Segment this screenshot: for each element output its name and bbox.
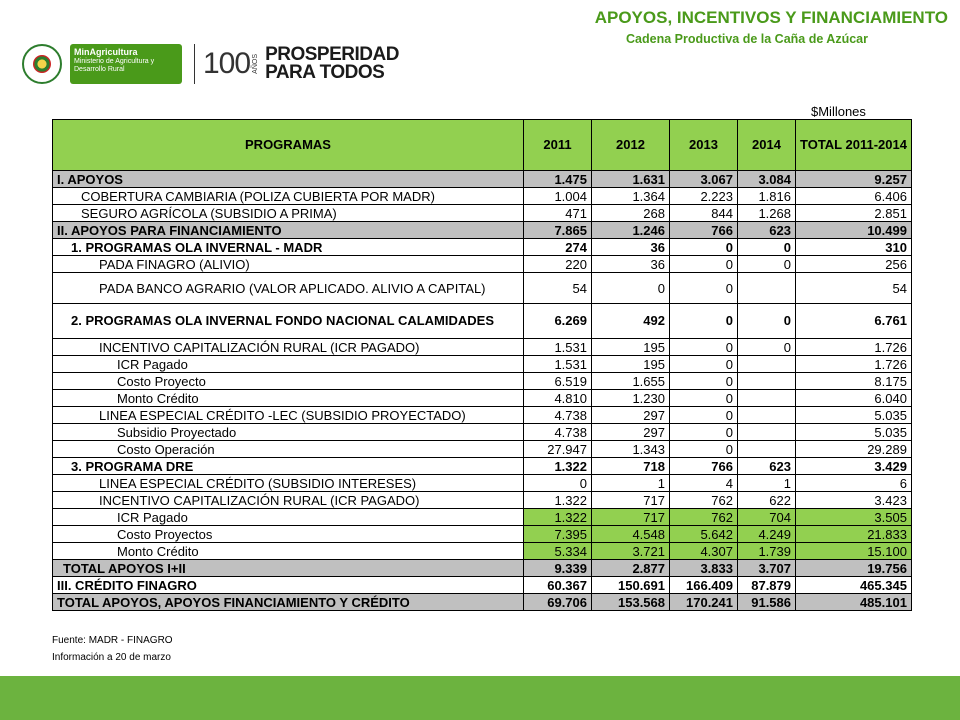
- row-label: PADA FINAGRO (ALIVIO): [53, 256, 524, 273]
- row-value: 29.289: [796, 441, 912, 458]
- row-value: 0: [670, 304, 738, 339]
- row-value: 6: [796, 475, 912, 492]
- row-value: 471: [524, 205, 592, 222]
- ministry-logo-sub: Ministerio de Agricultura y Desarrollo Rural: [74, 58, 155, 73]
- minagricultura-logo: [70, 44, 182, 84]
- row-value: [738, 441, 796, 458]
- table-row: [53, 188, 912, 205]
- table-row: [53, 373, 912, 390]
- page-title: APOYOS, INCENTIVOS Y FINANCIAMIENTO: [594, 8, 948, 27]
- row-value: 0: [738, 304, 796, 339]
- table-row: [53, 339, 912, 356]
- row-value: 2.851: [796, 205, 912, 222]
- row-value: 0: [670, 273, 738, 304]
- row-label: 2. PROGRAMAS OLA INVERNAL FONDO NACIONAL CALAMIDADES: [53, 304, 524, 339]
- row-value: 0: [524, 475, 592, 492]
- row-value: 1.322: [524, 458, 592, 475]
- row-label: 3. PROGRAMA DRE: [53, 458, 524, 475]
- row-value: 0: [670, 373, 738, 390]
- table-row: [53, 526, 912, 543]
- table-row: [53, 441, 912, 458]
- row-label: Subsidio Proyectado: [53, 424, 524, 441]
- column-header: TOTAL 2011-2014: [796, 120, 912, 171]
- unit-label: $Millones: [811, 104, 866, 119]
- row-value: 623: [738, 222, 796, 239]
- source-line: Fuente: MADR - FINAGRO: [52, 635, 173, 646]
- row-value: 9.257: [796, 171, 912, 188]
- row-value: 3.505: [796, 509, 912, 526]
- row-value: 3.429: [796, 458, 912, 475]
- table-row: [53, 171, 912, 188]
- row-value: 2.223: [670, 188, 738, 205]
- row-value: 256: [796, 256, 912, 273]
- row-label: PADA BANCO AGRARIO (VALOR APLICADO. ALIVIO A CAPITAL): [53, 273, 524, 304]
- row-value: 8.175: [796, 373, 912, 390]
- table-row: [53, 256, 912, 273]
- row-value: 4.548: [592, 526, 670, 543]
- source-line: Información a 20 de marzo: [52, 652, 171, 663]
- row-value: 15.100: [796, 543, 912, 560]
- ministry-logo-name: MinAgricultura: [74, 47, 138, 57]
- row-label: III. CRÉDITO FINAGRO: [53, 577, 524, 594]
- table-row: [53, 273, 912, 304]
- row-value: 0: [670, 339, 738, 356]
- row-label: 1. PROGRAMAS OLA INVERNAL - MADR: [53, 239, 524, 256]
- row-value: 195: [592, 356, 670, 373]
- row-value: 0: [670, 407, 738, 424]
- row-value: 5.642: [670, 526, 738, 543]
- column-header: 2014: [738, 120, 796, 171]
- colombia-seal-icon: [22, 44, 62, 84]
- row-value: [738, 373, 796, 390]
- row-value: 1.531: [524, 356, 592, 373]
- row-label: ICR Pagado: [53, 356, 524, 373]
- row-value: 622: [738, 492, 796, 509]
- table-row: [53, 424, 912, 441]
- row-value: 19.756: [796, 560, 912, 577]
- row-value: 7.865: [524, 222, 592, 239]
- row-value: 1.655: [592, 373, 670, 390]
- row-value: 1.004: [524, 188, 592, 205]
- row-value: 1.246: [592, 222, 670, 239]
- column-header: 2013: [670, 120, 738, 171]
- row-label: TOTAL APOYOS I+II: [53, 560, 524, 577]
- row-value: 1.631: [592, 171, 670, 188]
- row-value: 1.322: [524, 509, 592, 526]
- row-value: 3.084: [738, 171, 796, 188]
- prosperidad-text: PROSPERIDAD: [265, 44, 399, 65]
- row-label: Costo Proyectos: [53, 526, 524, 543]
- row-value: 1.230: [592, 390, 670, 407]
- row-value: 1.322: [524, 492, 592, 509]
- column-header: PROGRAMAS: [53, 120, 524, 171]
- row-value: 717: [592, 492, 670, 509]
- row-value: 1.726: [796, 356, 912, 373]
- row-value: 0: [670, 441, 738, 458]
- row-value: 704: [738, 509, 796, 526]
- row-value: 3.707: [738, 560, 796, 577]
- row-label: I. APOYOS: [53, 171, 524, 188]
- row-value: 6.406: [796, 188, 912, 205]
- table-row: [53, 205, 912, 222]
- row-value: 10.499: [796, 222, 912, 239]
- row-value: 0: [670, 256, 738, 273]
- row-label: ICR Pagado: [53, 509, 524, 526]
- row-value: 297: [592, 407, 670, 424]
- row-value: 766: [670, 458, 738, 475]
- table-row: [53, 458, 912, 475]
- row-value: 1.475: [524, 171, 592, 188]
- row-value: 153.568: [592, 594, 670, 611]
- row-value: 220: [524, 256, 592, 273]
- row-value: 6.761: [796, 304, 912, 339]
- row-value: 1.816: [738, 188, 796, 205]
- row-value: 4.307: [670, 543, 738, 560]
- row-value: 54: [524, 273, 592, 304]
- logo-divider: [194, 44, 195, 84]
- table-row: [53, 594, 912, 611]
- table-row: [53, 222, 912, 239]
- column-header: 2012: [592, 120, 670, 171]
- row-value: [738, 356, 796, 373]
- table-row: [53, 560, 912, 577]
- row-value: 623: [738, 458, 796, 475]
- column-header: 2011: [524, 120, 592, 171]
- table-row: [53, 543, 912, 560]
- row-value: 9.339: [524, 560, 592, 577]
- row-value: 4.810: [524, 390, 592, 407]
- row-value: 2.877: [592, 560, 670, 577]
- row-value: 268: [592, 205, 670, 222]
- table-row: [53, 577, 912, 594]
- row-value: 5.035: [796, 407, 912, 424]
- row-value: 717: [592, 509, 670, 526]
- row-value: 7.395: [524, 526, 592, 543]
- row-value: 1: [738, 475, 796, 492]
- row-label: Costo Proyecto: [53, 373, 524, 390]
- row-value: 1.343: [592, 441, 670, 458]
- programs-table: [52, 119, 912, 611]
- row-value: 6.269: [524, 304, 592, 339]
- row-value: 0: [670, 424, 738, 441]
- row-value: [738, 273, 796, 304]
- row-value: 1.739: [738, 543, 796, 560]
- row-value: 4.738: [524, 424, 592, 441]
- row-value: 485.101: [796, 594, 912, 611]
- logo-100: 100: [203, 47, 251, 80]
- table-row: [53, 407, 912, 424]
- row-value: 310: [796, 239, 912, 256]
- row-value: 0: [670, 239, 738, 256]
- table-row: [53, 475, 912, 492]
- logos: [22, 42, 399, 86]
- row-value: [738, 407, 796, 424]
- row-value: 0: [738, 339, 796, 356]
- prosperidad-logo: [265, 46, 399, 82]
- row-value: 762: [670, 509, 738, 526]
- row-value: 36: [592, 256, 670, 273]
- footer-bar: [0, 676, 960, 720]
- row-value: 69.706: [524, 594, 592, 611]
- row-value: 27.947: [524, 441, 592, 458]
- row-value: 91.586: [738, 594, 796, 611]
- table-body: [53, 171, 912, 611]
- row-value: 762: [670, 492, 738, 509]
- logo-anos: AÑOS: [252, 54, 260, 74]
- row-value: [738, 424, 796, 441]
- row-value: 0: [738, 239, 796, 256]
- row-value: 3.721: [592, 543, 670, 560]
- row-label: COBERTURA CAMBIARIA (POLIZA CUBIERTA POR MADR): [53, 188, 524, 205]
- table-row: [53, 356, 912, 373]
- row-value: 60.367: [524, 577, 592, 594]
- row-label: LINEA ESPECIAL CRÉDITO (SUBSIDIO INTERESES): [53, 475, 524, 492]
- row-label: II. APOYOS PARA FINANCIAMIENTO: [53, 222, 524, 239]
- row-value: 3.423: [796, 492, 912, 509]
- row-value: 6.519: [524, 373, 592, 390]
- row-value: 0: [670, 356, 738, 373]
- row-value: 718: [592, 458, 670, 475]
- row-value: 54: [796, 273, 912, 304]
- page-subtitle: Cadena Productiva de la Caña de Azúcar: [626, 32, 868, 46]
- table-row: [53, 492, 912, 509]
- row-value: [738, 390, 796, 407]
- row-label: Monto Crédito: [53, 543, 524, 560]
- table-header-row: [53, 120, 912, 171]
- row-value: 166.409: [670, 577, 738, 594]
- row-value: 3.067: [670, 171, 738, 188]
- row-value: 492: [592, 304, 670, 339]
- row-value: 844: [670, 205, 738, 222]
- row-value: 4.249: [738, 526, 796, 543]
- row-value: 21.833: [796, 526, 912, 543]
- row-label: LINEA ESPECIAL CRÉDITO -LEC (SUBSIDIO PROYECTADO): [53, 407, 524, 424]
- row-value: 0: [738, 256, 796, 273]
- row-value: 3.833: [670, 560, 738, 577]
- row-label: SEGURO AGRÍCOLA (SUBSIDIO A PRIMA): [53, 205, 524, 222]
- table-row: [53, 390, 912, 407]
- table-row: [53, 509, 912, 526]
- table-row: [53, 304, 912, 339]
- row-value: 4.738: [524, 407, 592, 424]
- para-todos-text: PARA TODOS: [265, 62, 385, 83]
- row-label: TOTAL APOYOS, APOYOS FINANCIAMIENTO Y CRÉDITO: [53, 594, 524, 611]
- row-label: Monto Crédito: [53, 390, 524, 407]
- row-value: 195: [592, 339, 670, 356]
- row-value: 150.691: [592, 577, 670, 594]
- row-value: 274: [524, 239, 592, 256]
- row-value: 465.345: [796, 577, 912, 594]
- row-value: 1.364: [592, 188, 670, 205]
- row-value: 170.241: [670, 594, 738, 611]
- row-value: 1.531: [524, 339, 592, 356]
- row-value: 0: [592, 273, 670, 304]
- row-value: 5.035: [796, 424, 912, 441]
- row-value: 1.268: [738, 205, 796, 222]
- row-label: Costo Operación: [53, 441, 524, 458]
- row-label: INCENTIVO CAPITALIZACIÓN RURAL (ICR PAGADO): [53, 492, 524, 509]
- row-value: 87.879: [738, 577, 796, 594]
- row-value: 36: [592, 239, 670, 256]
- table-row: [53, 239, 912, 256]
- row-value: 4: [670, 475, 738, 492]
- row-value: 766: [670, 222, 738, 239]
- row-label: INCENTIVO CAPITALIZACIÓN RURAL (ICR PAGADO): [53, 339, 524, 356]
- row-value: 5.334: [524, 543, 592, 560]
- row-value: 297: [592, 424, 670, 441]
- row-value: 6.040: [796, 390, 912, 407]
- row-value: 0: [670, 390, 738, 407]
- source-note: [52, 632, 173, 666]
- row-value: 1: [592, 475, 670, 492]
- row-value: 1.726: [796, 339, 912, 356]
